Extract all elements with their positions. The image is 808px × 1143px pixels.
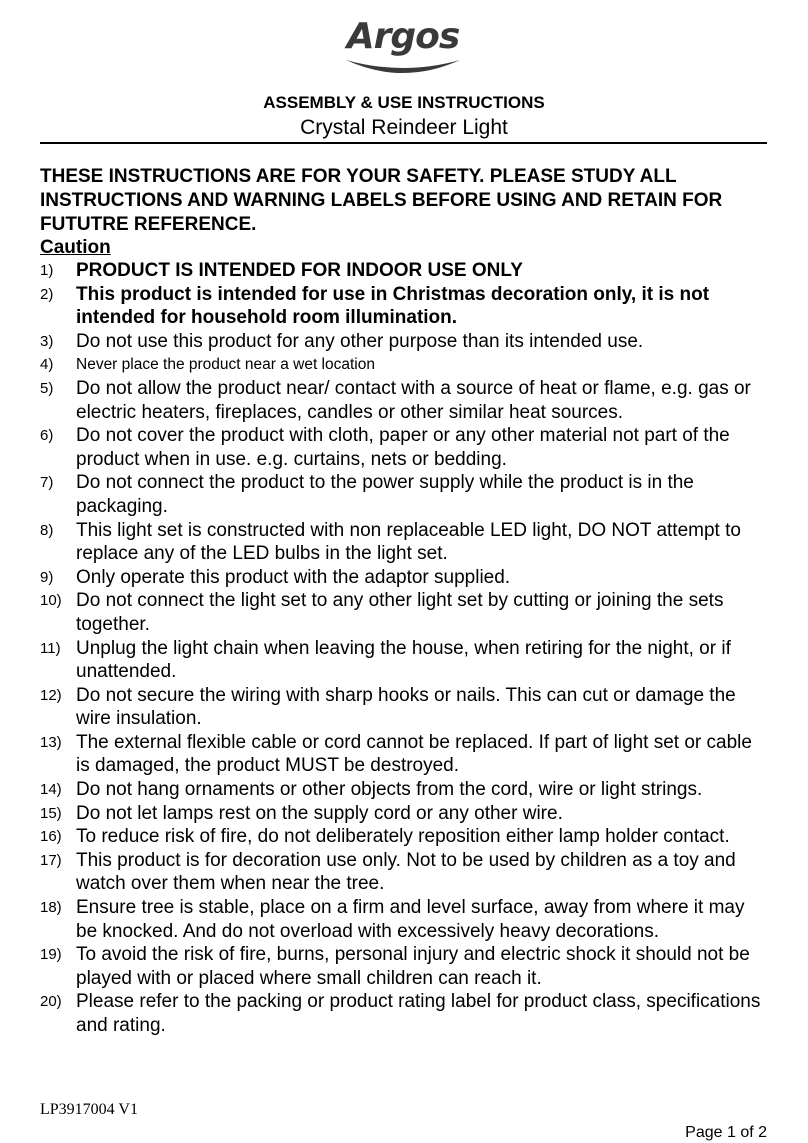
list-item <box>40 283 770 330</box>
item-text: This product is intended for use in Christmas decoration only, it is not intended for household room illumination. <box>76 283 710 329</box>
list-item <box>40 896 770 943</box>
brand-logo <box>340 12 466 76</box>
item-text: Do not connect the light set to any other light set by cutting or joining the sets together. <box>76 590 724 635</box>
item-number: 6) <box>40 427 54 445</box>
title-divider <box>40 142 767 144</box>
item-text: Only operate this product with the adaptor supplied. <box>76 566 511 588</box>
list-item <box>40 424 770 471</box>
item-text: Never place the product near a wet location <box>76 356 375 374</box>
item-number: 15) <box>40 804 62 822</box>
item-number: 20) <box>40 993 62 1011</box>
list-item <box>40 377 770 424</box>
item-number: 5) <box>40 379 54 397</box>
list-item <box>40 731 770 778</box>
item-number: 2) <box>40 285 54 303</box>
item-text: To avoid the risk of fire, burns, personal injury and electric shock it should not be played with or placed where small children can reach it. <box>76 944 750 989</box>
item-text: Unplug the light chain when leaving the house, when retiring for the night, or if unattended. <box>76 637 731 683</box>
logo-swoosh-icon <box>340 56 466 78</box>
list-item <box>40 637 770 684</box>
list-item <box>40 990 770 1037</box>
item-number: 17) <box>40 851 62 869</box>
item-text: Do not allow the product near/ contact with a source of heat or flame, e.g. gas or electric heaters, fireplaces, candles or other similar heat sources. <box>76 377 751 423</box>
caution-heading: Caution <box>40 237 111 258</box>
item-text: Do not let lamps rest on the supply cord or any other wire. <box>76 802 563 824</box>
list-item <box>40 778 770 802</box>
item-text: To reduce risk of fire, do not deliberately reposition either lamp holder contact. <box>76 826 730 848</box>
item-text: Ensure tree is stable, place on a firm and level surface, away from where it may be knocked. And do not overload with excessively heavy decorations. <box>76 897 745 942</box>
item-number: 11) <box>40 639 61 657</box>
document-code: LP3917004 V1 <box>40 1101 138 1118</box>
list-item <box>40 566 770 590</box>
item-number: 3) <box>40 332 54 350</box>
item-number: 10) <box>40 592 62 610</box>
item-text: This light set is constructed with non replaceable LED light, DO NOT attempt to replace any of the LED bulbs in the light set. <box>76 519 741 565</box>
safety-warning: THESE INSTRUCTIONS ARE FOR YOUR SAFETY. PLEASE STUDY ALL INSTRUCTIONS AND WARNING LABELS BEFORE USING AND RETAIN FOR FUTUTRE REFERENCE. <box>40 166 723 235</box>
list-item <box>40 825 770 849</box>
list-item <box>40 589 770 636</box>
brand-logo-text: Argos <box>346 16 460 57</box>
document-heading: ASSEMBLY & USE INSTRUCTIONS <box>263 93 545 112</box>
item-number: 1) <box>40 262 54 279</box>
item-text: The external flexible cable or cord cannot be replaced. If part of light set or cable is damaged, the product MUST be destroyed. <box>76 731 752 777</box>
item-number: 9) <box>40 568 54 586</box>
item-number: 7) <box>40 474 54 492</box>
list-item <box>40 849 770 896</box>
item-number: 8) <box>40 521 54 539</box>
item-text: This product is for decoration use only. Not to be used by children as a toy and watch over them when near the tree. <box>76 849 736 895</box>
item-number: 19) <box>40 946 62 964</box>
item-text: Do not secure the wiring with sharp hooks or nails. This can cut or damage the wire insulation. <box>76 684 736 730</box>
list-item <box>40 519 770 566</box>
list-item <box>40 471 770 518</box>
page-number: Page 1 of 2 <box>685 1124 767 1141</box>
item-text: PRODUCT IS INTENDED FOR INDOOR USE ONLY <box>76 260 523 281</box>
list-item <box>40 684 770 731</box>
list-item <box>40 259 770 283</box>
caution-list <box>40 259 770 1038</box>
item-number: 12) <box>40 686 62 704</box>
item-number: 18) <box>40 899 62 917</box>
item-text: Do not cover the product with cloth, paper or any other material not part of the product when in use. e.g. curtains, nets or bedding. <box>76 425 730 470</box>
item-text: Do not connect the product to the power supply while the product is in the packaging. <box>76 472 694 517</box>
list-item <box>40 330 770 354</box>
list-item <box>40 943 770 990</box>
product-title: Crystal Reindeer Light <box>300 116 508 139</box>
item-number: 13) <box>40 733 62 751</box>
list-item <box>40 802 770 826</box>
item-number: 16) <box>40 828 62 846</box>
item-text: Do not use this product for any other purpose than its intended use. <box>76 330 644 352</box>
item-number: 4) <box>40 356 54 374</box>
item-text: Please refer to the packing or product rating label for product class, specifications and rating. <box>76 991 761 1036</box>
item-text: Do not hang ornaments or other objects from the cord, wire or light strings. <box>76 779 703 801</box>
item-number: 14) <box>40 781 62 799</box>
list-item <box>40 353 770 377</box>
